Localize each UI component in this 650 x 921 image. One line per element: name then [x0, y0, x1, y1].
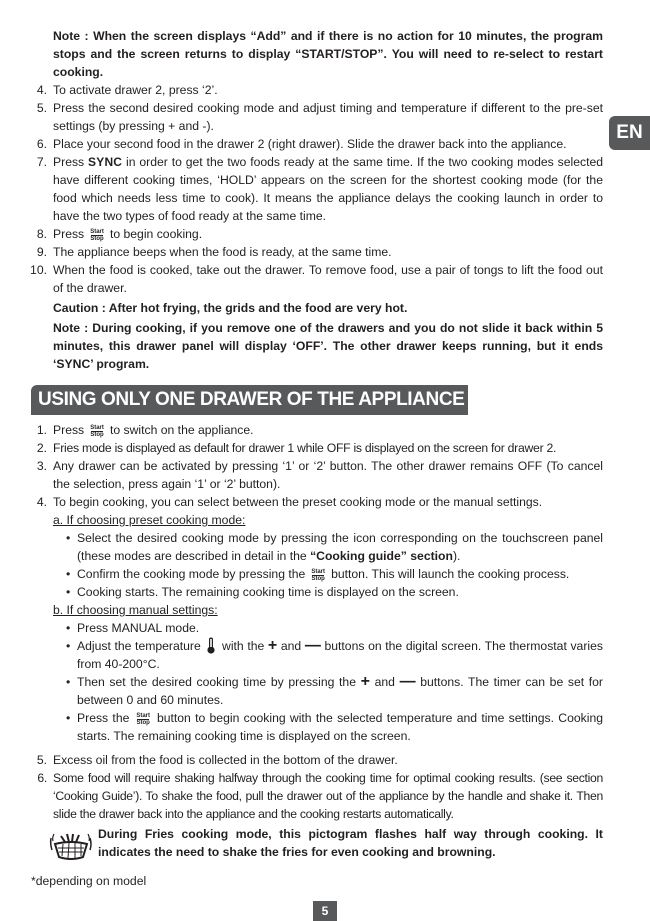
list-item: 8. Press Start Stop to begin cooking. [36, 227, 203, 242]
list-item: 3. Any drawer can be activated by pressing ‘1’ or ‘2’ button. The other drawer remains OFF (To cancel the selection, press again ‘1’ or ‘2’ button). [36, 459, 603, 491]
minus-icon: — [304, 637, 321, 654]
list-item: 5. Press the second desired cooking mode and adjust timing and temperature if different to the pre-set settings (by pressing + and -). [36, 101, 603, 133]
bullet-icon: • [66, 567, 71, 581]
list-item: • Select the desired cooking mode by pressing the icon corresponding on the touchscreen panel (these modes are described in detail in the “Cooking guide” section). [66, 531, 603, 563]
list-item: 2. Fries mode is displayed as default for drawer 1 while OFF is displayed on the screen for drawer 2. [36, 441, 557, 455]
list-item: 7. Press SYNC in order to get the two foods ready at the same time. If the two cooking modes selected have different cooking times, ‘HOLD’ appears on the screen for the shortest cooking mode (for the food which needs less time to cook). It means the appliance delays the cooking launch in order to have the two types of food ready at the same time. [36, 155, 604, 223]
start-stop-icon: Start Stop [311, 569, 326, 582]
list-item: • Cooking starts. The remaining cooking time is displayed on the screen. [66, 585, 459, 599]
bullet-icon: • [66, 585, 71, 599]
start-stop-icon: Start Stop [90, 425, 104, 438]
shake-note: During Fries cooking mode, this pictogram flashes half way through cooking. It indicates the need to shake the fries for even cooking and browning. [22, 825, 603, 861]
shake-basket-icon [49, 826, 93, 862]
language-tab: EN [609, 116, 650, 150]
list-item: 4. To begin cooking, you can select between the preset cooking mode or the manual settings. [36, 495, 543, 509]
manual-subheading: b. If choosing manual settings: [53, 603, 218, 617]
section-heading: USING ONLY ONE DRAWER OF THE APPLIANCE [31, 385, 468, 415]
list-item: 5. Excess oil from the food is collected in the bottom of the drawer. [36, 753, 398, 767]
steps-list-top [22, 81, 603, 373]
list-item: • Then set the desired cooking time by pressing the + and — buttons. The timer can be set for between 0 and 60 minutes. [66, 673, 603, 707]
list-item: 10. When the food is cooked, take out the drawer. To remove food, use a pair of tongs to lift the food out of the drawer. [30, 263, 603, 295]
list-item: 6. Some food will require shaking halfway through the cooking time for optimal cooking results. (see section ‘Cooking Guide’). To shake the food, pull the drawer out of the appliance by the handle and shake it. Then slide the drawer back into the appliance and the cooking restarts automatically. [37, 771, 603, 821]
steps-list-bottom [22, 421, 603, 861]
page-number: 5 [313, 901, 337, 921]
list-item: • Adjust the temperature with the + and — buttons on the digital screen. The thermostat varies from 40-200°C. [66, 637, 603, 671]
bullet-icon: • [66, 621, 71, 635]
plus-icon: + [267, 637, 278, 654]
note-add-timeout: Note : When the screen displays “Add” and if there is no action for 10 minutes, the program stops and the screen returns to display “START/STOP”. You will need to re-select to restart cooking. [53, 29, 603, 79]
thermometer-icon [206, 637, 216, 654]
bullet-icon: • [66, 639, 71, 653]
bullet-icon: • [66, 531, 71, 545]
start-stop-icon: Start Stop [90, 229, 104, 242]
footnote: *depending on model [31, 874, 147, 888]
drawer-off-note: Note : During cooking, if you remove one of the drawers and you do not slide it back within 5 minutes, this drawer panel will display ‘OFF’. The other drawer keeps running, but it ends ‘SYNC’ program. [53, 321, 603, 371]
plus-icon: + [360, 673, 370, 690]
list-item: • Press the Start Stop button to begin cooking with the selected temperature and time settings. Cooking starts. The remaining cooking time is displayed on the screen. [66, 711, 604, 743]
start-stop-icon: Start Stop [136, 713, 150, 726]
bullet-icon: • [66, 675, 71, 689]
list-item: • Press MANUAL mode. [66, 621, 200, 635]
list-item: 4. To activate drawer 2, press ‘2’. [36, 83, 218, 97]
bullet-icon: • [66, 711, 71, 725]
list-item: 6. Place your second food in the drawer 2 (right drawer). Slide the drawer back into the appliance. [36, 137, 567, 151]
preset-subheading: a. If choosing preset cooking mode: [53, 513, 246, 527]
list-item: 9. The appliance beeps when the food is ready, at the same time. [36, 245, 392, 259]
minus-icon: — [399, 673, 416, 690]
list-item: • Confirm the cooking mode by pressing the Start Stop button. This will launch the cooking process. [66, 567, 570, 582]
list-item: 1. Press Start Stop to switch on the appliance. [36, 423, 254, 438]
sync-icon: SYNC [88, 155, 123, 169]
caution-note: Caution : After hot frying, the grids and the food are very hot. [53, 301, 408, 315]
